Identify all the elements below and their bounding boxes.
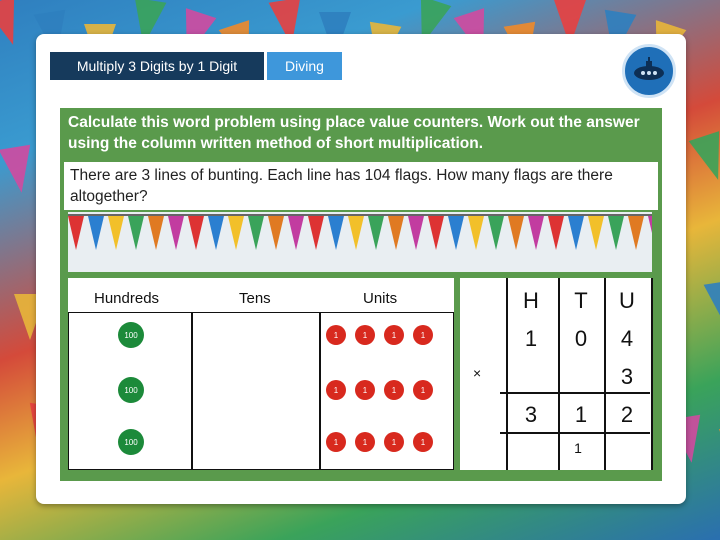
header-units: U xyxy=(619,288,635,313)
unit-counter: 1 xyxy=(355,380,375,400)
photo-flag xyxy=(368,216,384,250)
word-problem-text: There are 3 lines of bunting. Each line has 104 flags. How many flags are there altogether? xyxy=(64,162,658,210)
unit-counter: 1 xyxy=(326,432,346,452)
header-tens: T xyxy=(574,288,588,313)
header-hundreds: H xyxy=(523,288,539,313)
photo-flag xyxy=(328,216,344,250)
photo-flag xyxy=(388,216,404,250)
unit-counter: 1 xyxy=(326,325,346,345)
multiplier-digit: 3 xyxy=(620,364,634,389)
instructions-text: Calculate this word problem using place value counters. Work out the answer using the column written method of short multiplication. xyxy=(60,108,662,160)
bunting-flag xyxy=(0,0,28,50)
photo-flag xyxy=(308,216,324,250)
hundred-counter: 100 xyxy=(118,322,144,348)
column-header-hundreds: Hundreds xyxy=(94,290,160,307)
photo-flag xyxy=(428,216,444,250)
photo-flag xyxy=(268,216,284,250)
photo-flag xyxy=(448,216,464,250)
multiplicand-units: 4 xyxy=(620,326,634,351)
unit-counter: 1 xyxy=(413,380,433,400)
multiplicand-hundreds: 1 xyxy=(524,326,538,351)
unit-counter: 1 xyxy=(355,325,375,345)
hundred-counter: 100 xyxy=(118,377,144,403)
photo-flag xyxy=(188,216,204,250)
photo-flag xyxy=(288,216,304,250)
difficulty-level-tab[interactable]: Diving xyxy=(267,52,342,80)
bunting-photo xyxy=(68,212,652,272)
unit-counter: 1 xyxy=(384,325,404,345)
photo-flag xyxy=(248,216,264,250)
answer-tens: 1 xyxy=(574,402,588,427)
answer-units: 2 xyxy=(620,402,634,427)
carry-digit: 1 xyxy=(574,440,582,456)
bunting-flag xyxy=(689,131,720,185)
unit-counter: 1 xyxy=(413,432,433,452)
tens-column xyxy=(192,312,320,470)
photo-flag xyxy=(208,216,224,250)
photo-flag xyxy=(168,216,184,250)
photo-flag xyxy=(508,216,524,250)
bunting-flag xyxy=(0,145,37,195)
unit-counter: 1 xyxy=(384,380,404,400)
photo-flag xyxy=(128,216,144,250)
photo-flag xyxy=(68,216,84,250)
photo-flag xyxy=(468,216,484,250)
photo-flag xyxy=(548,216,564,250)
photo-flag xyxy=(148,216,164,250)
unit-counter: 1 xyxy=(355,432,375,452)
photo-flag xyxy=(528,216,544,250)
hundred-counter: 100 xyxy=(118,429,144,455)
photo-flag xyxy=(608,216,624,250)
photo-flag xyxy=(488,216,504,250)
bunting-flag xyxy=(704,280,720,330)
photo-flag xyxy=(228,216,244,250)
unit-counter: 1 xyxy=(384,432,404,452)
lesson-title: Multiply 3 Digits by 1 Digit xyxy=(50,52,264,80)
unit-counter: 1 xyxy=(326,380,346,400)
photo-flag xyxy=(108,216,124,250)
photo-flag xyxy=(568,216,584,250)
unit-counter: 1 xyxy=(413,325,433,345)
multiplicand-tens: 0 xyxy=(574,326,588,351)
submarine-icon xyxy=(622,44,676,98)
photo-flag xyxy=(628,216,644,250)
photo-flag xyxy=(588,216,604,250)
photo-flag xyxy=(648,216,652,250)
photo-flag xyxy=(88,216,104,250)
column-header-tens: Tens xyxy=(239,290,271,307)
column-header-units: Units xyxy=(363,290,398,307)
photo-flag xyxy=(348,216,364,250)
multiply-sign: × xyxy=(473,365,482,381)
photo-flag xyxy=(408,216,424,250)
answer-hundreds: 3 xyxy=(524,402,538,427)
